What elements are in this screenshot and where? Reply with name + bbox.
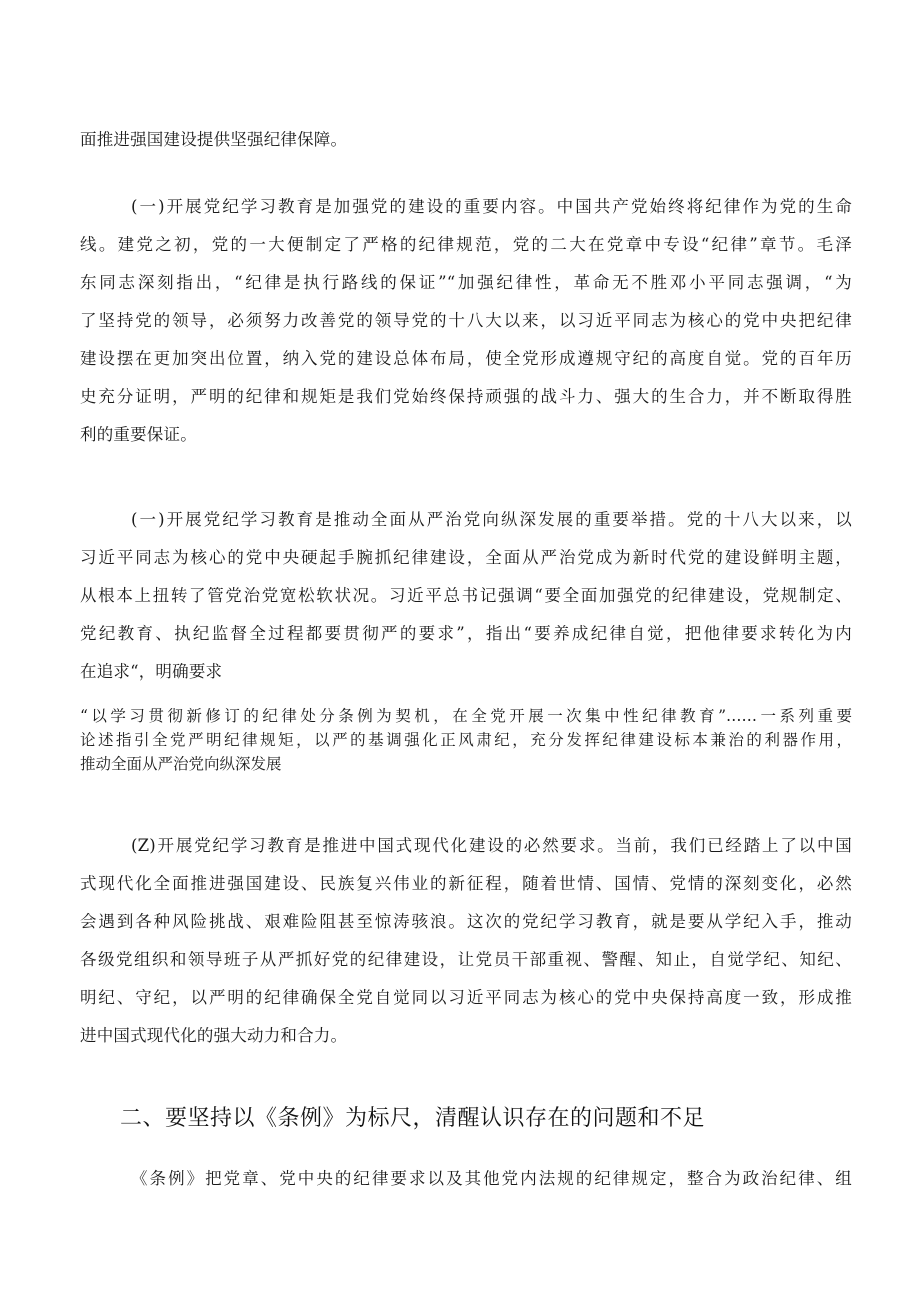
paragraph-line: (一)开展党纪学习教育是推动全面从严治党向纵深发展的重要举措。党的十八大以来，以: [131, 510, 852, 529]
paragraph-line: 利的重要保证。: [80, 425, 197, 444]
quote-line: 推动全面从严治党向纵深发展: [80, 755, 282, 773]
paragraph-line: 建设摆在更加突出位置，纳入党的建设总体布局，使全党形成遵规守纪的高度自觉。党的百年历: [80, 349, 852, 368]
intro-line: 面推进强国建设提供坚强纪律保障。: [80, 130, 348, 149]
paragraph-line: 《条例》把党章、党中央的纪律要求以及其他党内法规的纪律规定，整合为政治纪律、组: [131, 1169, 852, 1188]
section-heading: 二、要坚持以《条例》为标尺，清醒认识存在的问题和不足: [120, 1106, 706, 1131]
paragraph-line: 进中国式现代化的强大动力和合力。: [80, 1026, 348, 1045]
paragraph-line: 各级党组织和领导班子从严抓好党的纪律建设，让党员干部重视、警醒、知止，自觉学纪、知纪、: [80, 950, 852, 969]
quote-line: “以学习贯彻新修订的纪律处分条例为契机，在全党开展一次集中性纪律教育”……一系列重要: [80, 707, 852, 725]
paragraph-line: 史充分证明，严明的纪律和规矩是我们党始终保持顽强的战斗力、强大的生合力，并不断取得胜: [80, 387, 852, 406]
paragraph-line: 式现代化全面推进强国建设、民族复兴伟业的新征程，随着世情、国情、党情的深刻变化，必然: [80, 874, 852, 893]
paragraph-line: 会遇到各种风险挑战、艰难险阻甚至惊涛骇浪。这次的党纪学习教育，就是要从学纪入手，推动: [80, 912, 852, 931]
paragraph-line: 从根本上扭转了管党治党宽松软状况。习近平总书记强调“要全面加强党的纪律建设，党规制定、: [80, 586, 852, 605]
paragraph-line: (一)开展党纪学习教育是加强党的建设的重要内容。中国共产党始终将纪律作为党的生命: [131, 197, 852, 216]
quote-line: 论述指引全党严明纪律规矩，以严的基调强化正风肃纪，充分发挥纪律建设标本兼治的利器作用，: [80, 731, 852, 749]
paragraph-line: 了坚持党的领导，必须努力改善党的领导党的十八大以来，以习近平同志为核心的党中央把纪律: [80, 311, 852, 330]
paragraph-line: 线。建党之初，党的一大便制定了严格的纪律规范，党的二大在党章中专设“纪律”章节。毛泽: [80, 235, 852, 254]
paragraph-line: 东同志深刻指出，“纪律是执行路线的保证”“加强纪律性，革命无不胜邓小平同志强调，“为: [80, 273, 852, 292]
paragraph-line: 习近平同志为核心的党中央硬起手腕抓纪律建设，全面从严治党成为新时代党的建设鲜明主题，: [80, 548, 852, 567]
paragraph-line: 明纪、守纪，以严明的纪律确保全党自觉同以习近平同志为核心的党中央保持高度一致，形成推: [80, 988, 852, 1007]
paragraph-line: (Z)开展党纪学习教育是推进中国式现代化建设的必然要求。当前，我们已经踏上了以中国: [131, 836, 852, 855]
paragraph-line: 党纪教育、执纪监督全过程都要贯彻严的要求”，指出“要养成纪律自觉，把他律要求转化为内: [80, 624, 852, 643]
paragraph-line: 在追求“，明确要求: [80, 662, 223, 681]
